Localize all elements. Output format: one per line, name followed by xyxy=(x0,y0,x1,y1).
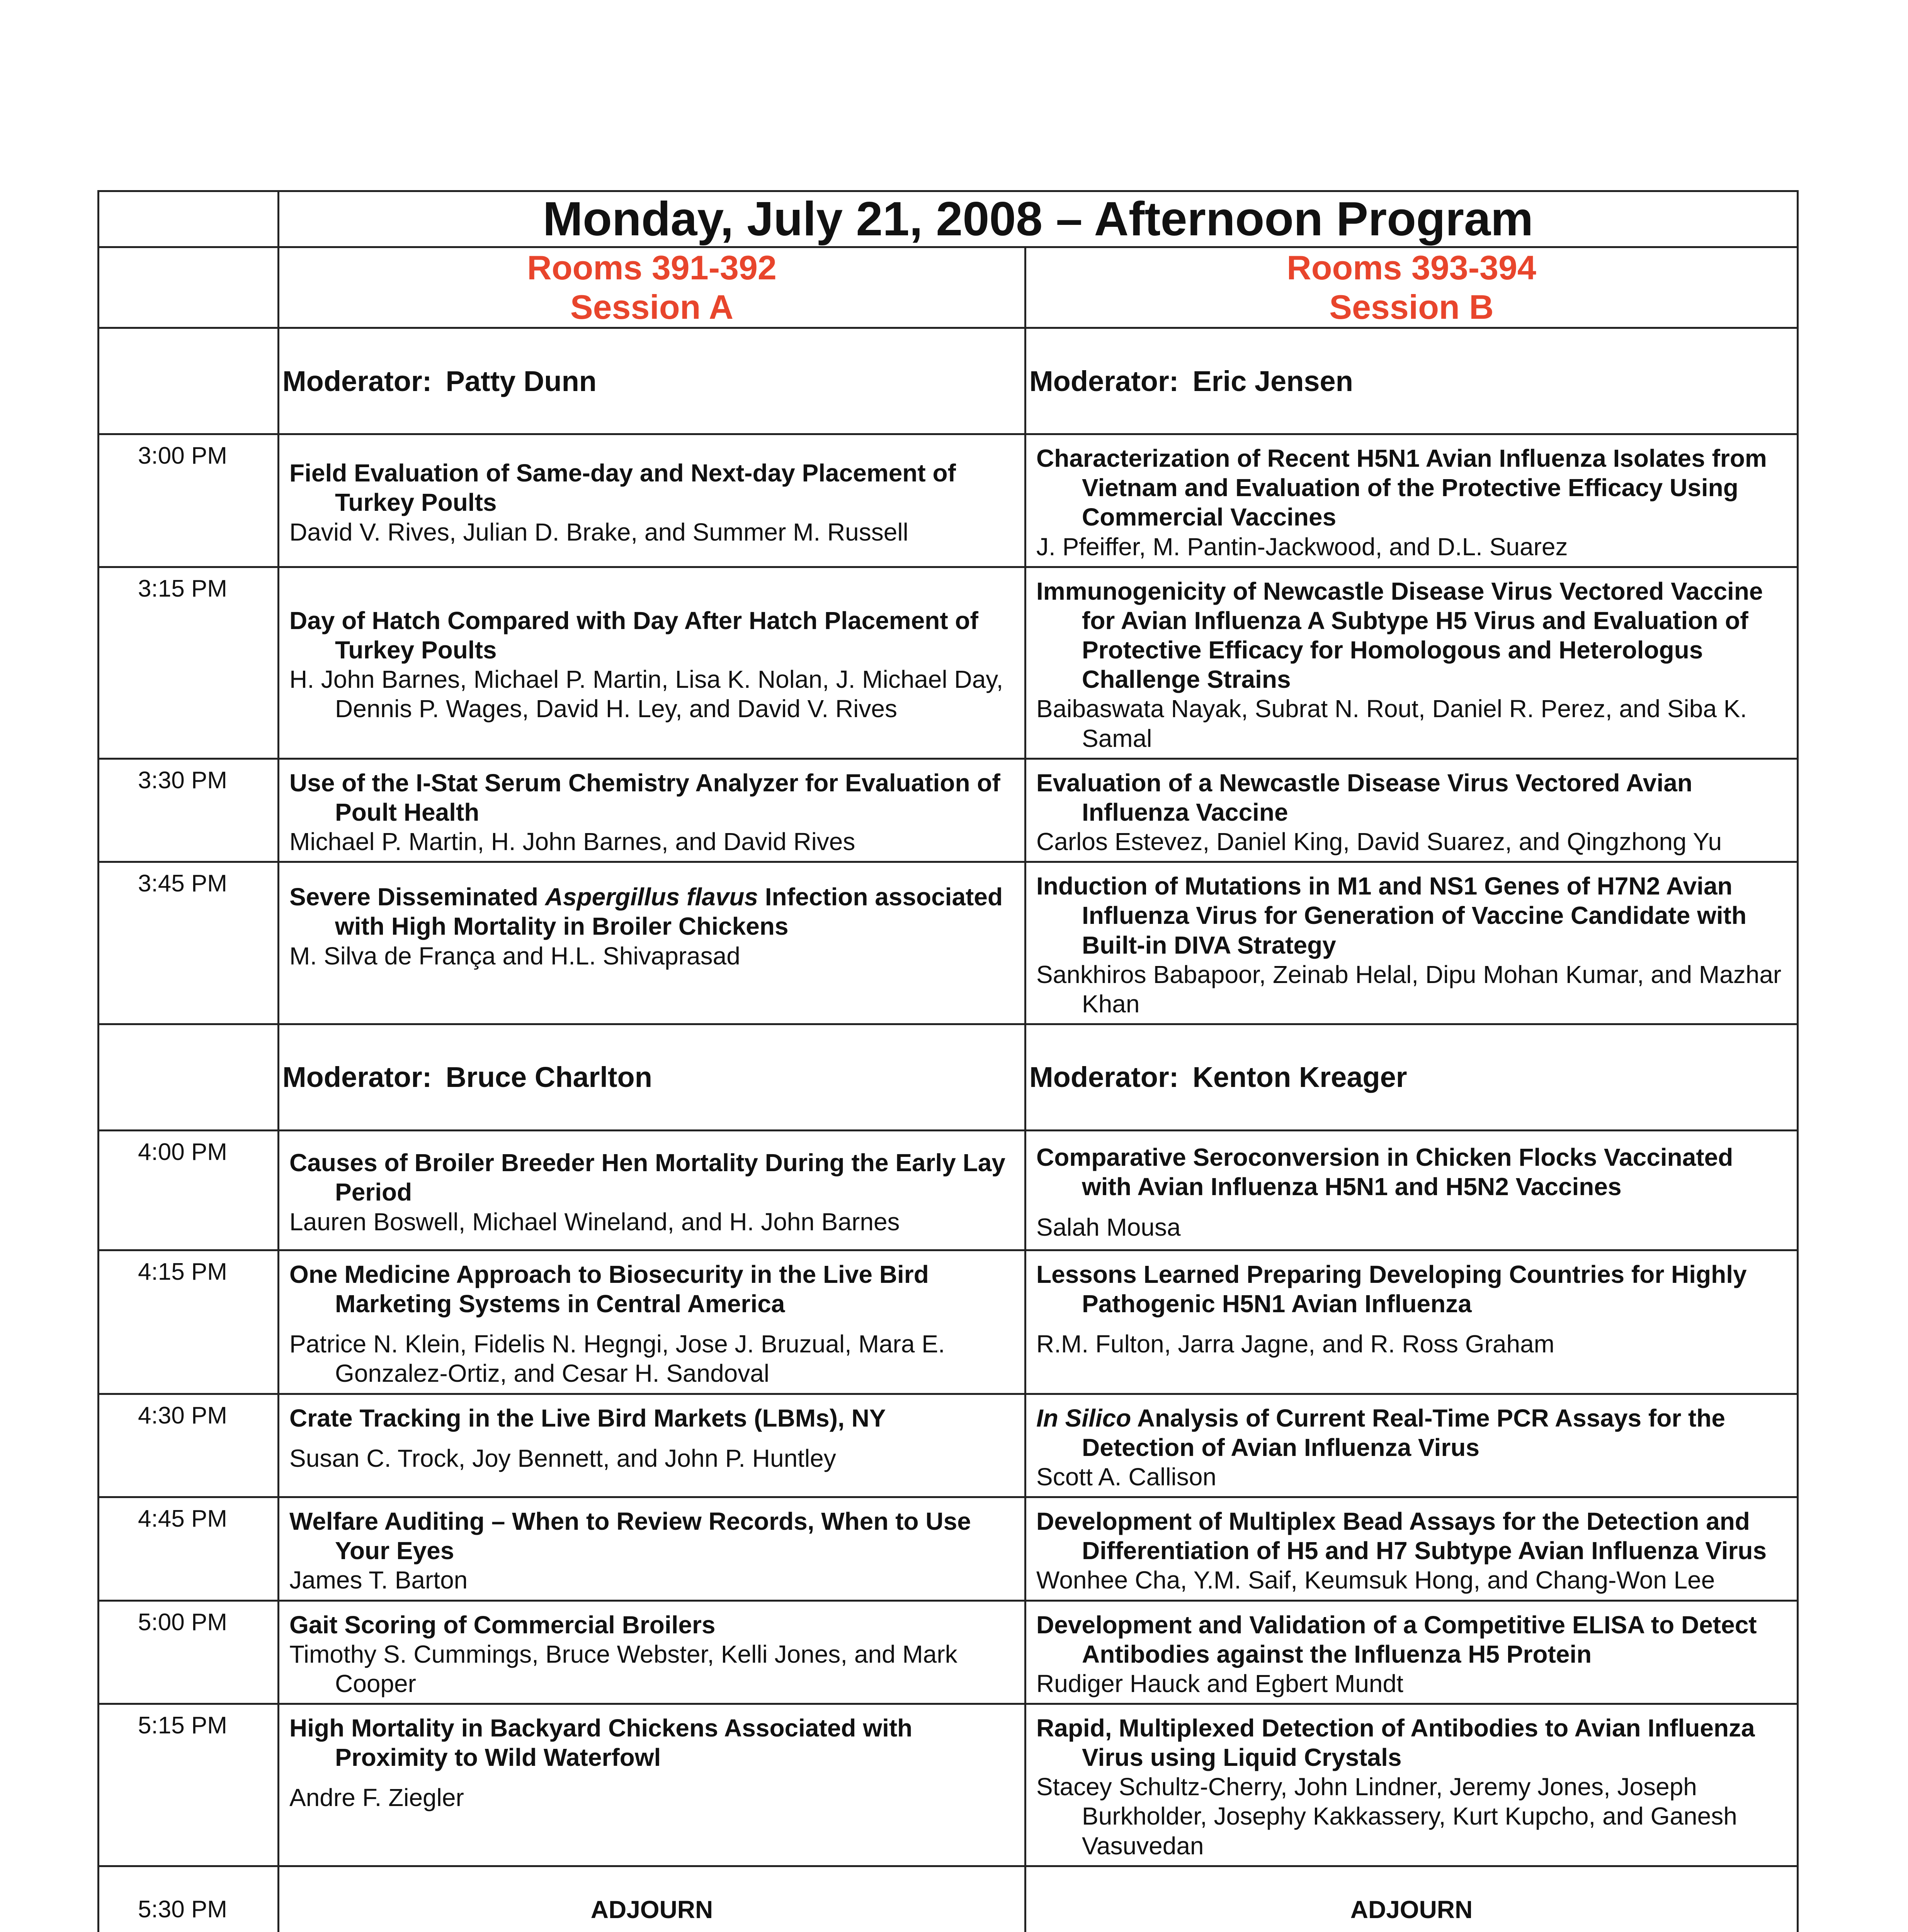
presentation-authors: Sankhiros Babapoor, Zeinab Helal, Dipu Mohan Kumar, and Mazhar Khan xyxy=(1036,960,1782,1018)
session-a-presentation xyxy=(279,1130,1025,1250)
moderator-a-1 xyxy=(279,328,1025,434)
presentation-authors: J. Pfeiffer, M. Pantin-Jackwood, and D.L. Suarez xyxy=(1036,532,1568,561)
presentation-title: Day of Hatch Compared with Day After Hatch Placement of Turkey Poults xyxy=(289,606,978,664)
presentation-authors: Baibaswata Nayak, Subrat N. Rout, Daniel R. Perez, and Siba K. Samal xyxy=(1036,695,1747,752)
session-a-presentation xyxy=(279,1704,1025,1866)
presentation-title xyxy=(289,882,1017,941)
moderator-row-1 xyxy=(99,328,1798,434)
session-b-presentation xyxy=(1025,862,1798,1024)
presentation-authors: Wonhee Cha, Y.M. Saif, Keumsuk Hong, and Chang-Won Lee xyxy=(1036,1566,1715,1594)
slot-time: 3:15 PM xyxy=(99,567,279,759)
moderator-name: Patty Dunn xyxy=(446,365,597,397)
presentation-authors: Patrice N. Klein, Fidelis N. Hegngi, Jose J. Bruzual, Mara E. Gonzalez-Ortiz, and Cesar H. Sandoval xyxy=(289,1330,945,1388)
presentation-title: Induction of Mutations in M1 and NS1 Genes of H7N2 Avian Influenza Virus for Generation of Vaccine Candidate with Built-in DIVA Strategy xyxy=(1036,872,1747,959)
presentation-authors: David V. Rives, Julian D. Brake, and Summer M. Russell xyxy=(289,518,908,546)
presentation-authors: M. Silva de França and H.L. Shivaprasad xyxy=(289,942,740,970)
session-b-presentation xyxy=(1025,434,1798,567)
slot-row xyxy=(99,567,1798,759)
session-b-presentation xyxy=(1025,1704,1798,1866)
slot-row xyxy=(99,1704,1798,1866)
session-time-spacer xyxy=(99,247,279,328)
moderator-label: Moderator: xyxy=(1029,365,1179,397)
adjourn-b: ADJOURN xyxy=(1025,1866,1798,1932)
session-a-presentation xyxy=(279,1394,1025,1497)
session-a-presentation xyxy=(279,434,1025,567)
session-a-presentation xyxy=(279,862,1025,1024)
presentation-title: Comparative Seroconversion in Chicken Flocks Vaccinated with Avian Influenza H5N1 and H5N2 Vaccines xyxy=(1036,1143,1733,1201)
slot-time: 4:45 PM xyxy=(99,1497,279,1600)
adjourn-row xyxy=(99,1866,1798,1932)
slot-row xyxy=(99,862,1798,1024)
moderator-name: Eric Jensen xyxy=(1192,365,1353,397)
presentation-authors: James T. Barton xyxy=(289,1566,468,1594)
moderator-label: Moderator: xyxy=(282,1061,432,1094)
title-italic-part: In Silico xyxy=(1036,1404,1131,1432)
session-a-header xyxy=(279,247,1025,328)
session-a-presentation xyxy=(279,1600,1025,1704)
presentation-authors: Carlos Estevez, Daniel King, David Suarez, and Qingzhong Yu xyxy=(1036,828,1722,856)
session-a-presentation xyxy=(279,1497,1025,1600)
session-a-presentation xyxy=(279,567,1025,759)
session-b-presentation xyxy=(1025,759,1798,862)
presentation-authors: Scott A. Callison xyxy=(1036,1463,1216,1491)
presentation-authors: Timothy S. Cummings, Bruce Webster, Kelli Jones, and Mark Cooper xyxy=(289,1640,957,1697)
session-a-room: Rooms 391-392 xyxy=(527,248,777,287)
slot-time: 4:15 PM xyxy=(99,1250,279,1394)
slot-time: 4:00 PM xyxy=(99,1130,279,1250)
presentation-authors: H. John Barnes, Michael P. Martin, Lisa K. Nolan, J. Michael Day, Dennis P. Wages, David H. Ley, and David V. Rives xyxy=(289,665,1003,723)
moderator-b-2 xyxy=(1025,1024,1798,1130)
presentation-title: Lessons Learned Preparing Developing Countries for Highly Pathogenic H5N1 Avian Influenza xyxy=(1036,1260,1747,1318)
slot-row xyxy=(99,1130,1798,1250)
slot-time: 5:15 PM xyxy=(99,1704,279,1866)
session-b-label: Session B xyxy=(1329,288,1494,327)
moderator-a-2 xyxy=(279,1024,1025,1130)
session-b-presentation xyxy=(1025,567,1798,759)
title-italic-part: Aspergillus flavus xyxy=(545,883,758,911)
session-b-presentation xyxy=(1025,1394,1798,1497)
presentation-title xyxy=(1036,1403,1789,1462)
presentation-title: Welfare Auditing – When to Review Records, When to Use Your Eyes xyxy=(289,1507,971,1565)
presentation-authors: Salah Mousa xyxy=(1036,1213,1181,1241)
session-b-room: Rooms 393-394 xyxy=(1287,248,1536,287)
moderator-label: Moderator: xyxy=(1029,1061,1179,1094)
moderator-label: Moderator: xyxy=(282,365,432,397)
slot-row xyxy=(99,434,1798,567)
session-b-header xyxy=(1025,247,1798,328)
adjourn-time: 5:30 PM xyxy=(99,1866,279,1932)
presentation-title: Rapid, Multiplexed Detection of Antibodies to Avian Influenza Virus using Liquid Crystals xyxy=(1036,1714,1755,1772)
presentation-authors: R.M. Fulton, Jarra Jagne, and R. Ross Graham xyxy=(1036,1330,1554,1358)
moderator-time-spacer xyxy=(99,1024,279,1130)
adjourn-a: ADJOURN xyxy=(279,1866,1025,1932)
session-header-row xyxy=(99,247,1798,328)
presentation-title: Development and Validation of a Competitive ELISA to Detect Antibodies against the Influenza H5 Protein xyxy=(1036,1611,1757,1668)
presentation-authors: Rudiger Hauck and Egbert Mundt xyxy=(1036,1669,1403,1697)
title-time-spacer xyxy=(99,191,279,247)
presentation-title: Field Evaluation of Same-day and Next-day Placement of Turkey Poults xyxy=(289,459,956,517)
session-b-presentation xyxy=(1025,1497,1798,1600)
title-part: Infection associated with High Mortality in Broiler Chickens xyxy=(335,883,1003,940)
presentation-title: Immunogenicity of Newcastle Disease Virus Vectored Vaccine for Avian Influenza A Subtype H5 Virus and Evaluation of Protective Efficacy for Homologous and Heterologus Challenge Strains xyxy=(1036,577,1763,694)
presentation-title: Crate Tracking in the Live Bird Markets (LBMs), NY xyxy=(289,1404,886,1432)
presentation-title: Characterization of Recent H5N1 Avian Influenza Isolates from Vietnam and Evaluation of the Protective Efficacy Using Commercial Vaccines xyxy=(1036,444,1767,531)
session-b-presentation xyxy=(1025,1600,1798,1704)
slot-row xyxy=(99,1250,1798,1394)
program-title: Monday, July 21, 2008 – Afternoon Program xyxy=(279,191,1798,247)
moderator-name: Bruce Charlton xyxy=(446,1061,652,1094)
presentation-authors: Stacey Schultz-Cherry, John Lindner, Jeremy Jones, Joseph Burkholder, Josephy Kakkassery, Kurt Kupcho, and Ganesh Vasuvedan xyxy=(1036,1773,1737,1860)
session-b-presentation xyxy=(1025,1130,1798,1250)
presentation-title: Use of the I-Stat Serum Chemistry Analyzer for Evaluation of Poult Health xyxy=(289,769,1000,826)
slot-time: 4:30 PM xyxy=(99,1394,279,1497)
presentation-title: Evaluation of a Newcastle Disease Virus Vectored Avian Influenza Vaccine xyxy=(1036,769,1692,826)
title-part: Severe Disseminated xyxy=(289,883,545,911)
session-a-presentation xyxy=(279,759,1025,862)
presentation-authors: Lauren Boswell, Michael Wineland, and H. John Barnes xyxy=(289,1208,900,1236)
program-table xyxy=(97,190,1799,1932)
slot-row xyxy=(99,1394,1798,1497)
slot-time: 3:30 PM xyxy=(99,759,279,862)
presentation-authors: Michael P. Martin, H. John Barnes, and David Rives xyxy=(289,828,855,856)
slot-time: 3:00 PM xyxy=(99,434,279,567)
moderator-time-spacer xyxy=(99,328,279,434)
presentation-title: High Mortality in Backyard Chickens Associated with Proximity to Wild Waterfowl xyxy=(289,1714,913,1772)
session-b-presentation xyxy=(1025,1250,1798,1394)
slot-time: 5:00 PM xyxy=(99,1600,279,1704)
presentation-title: Development of Multiplex Bead Assays for the Detection and Differentiation of H5 and H7 Subtype Avian Influenza Virus xyxy=(1036,1507,1767,1565)
session-a-presentation xyxy=(279,1250,1025,1394)
moderator-name: Kenton Kreager xyxy=(1192,1061,1407,1094)
title-row xyxy=(99,191,1798,247)
presentation-title: One Medicine Approach to Biosecurity in the Live Bird Marketing Systems in Central America xyxy=(289,1260,929,1318)
presentation-authors: Andre F. Ziegler xyxy=(289,1784,464,1812)
slot-row xyxy=(99,1497,1798,1600)
presentation-title: Gait Scoring of Commercial Broilers xyxy=(289,1611,716,1639)
session-a-label: Session A xyxy=(570,288,734,327)
slot-row xyxy=(99,759,1798,862)
moderator-b-1 xyxy=(1025,328,1798,434)
slot-row xyxy=(99,1600,1798,1704)
presentation-title: Causes of Broiler Breeder Hen Mortality During the Early Lay Period xyxy=(289,1149,1005,1206)
moderator-row-2 xyxy=(99,1024,1798,1130)
title-part: Analysis of Current Real-Time PCR Assays for the Detection of Avian Influenza Virus xyxy=(1082,1404,1725,1461)
slot-time: 3:45 PM xyxy=(99,862,279,1024)
presentation-authors: Susan C. Trock, Joy Bennett, and John P. Huntley xyxy=(289,1444,836,1472)
